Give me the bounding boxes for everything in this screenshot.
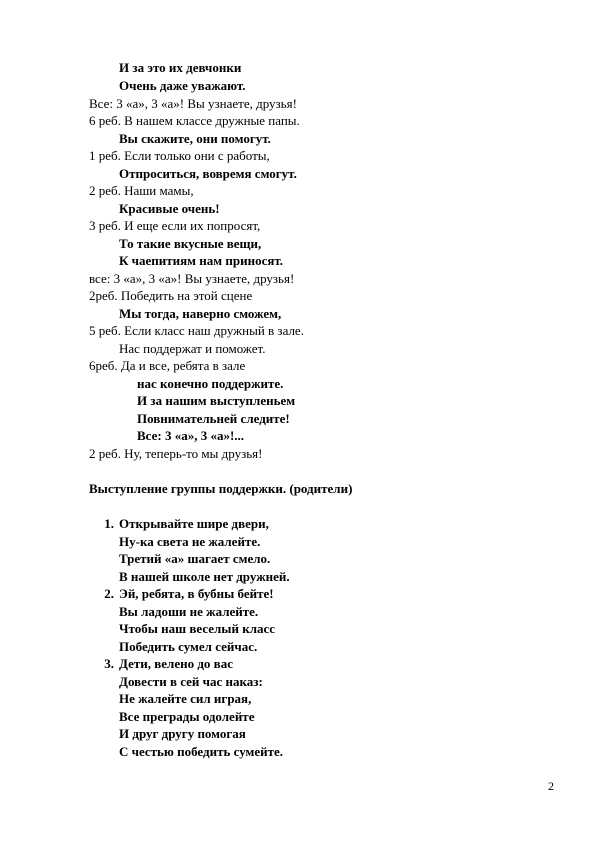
dialogue-line: Повнимательней следите!	[137, 411, 290, 426]
dialogue-line: 6 реб. В нашем классе дружные папы.	[89, 113, 300, 128]
dialogue-line: Красивые очень!	[119, 201, 220, 216]
verse-line: Вы ладоши не жалейте.	[119, 604, 259, 619]
dialogue-line: Вы скажите, они помогут.	[119, 131, 271, 146]
dialogue-line: И за это их девчонки	[119, 60, 242, 75]
dialogue-line: Мы тогда, наверно сможем,	[119, 306, 282, 321]
dialogue-line: 2 реб. Ну, теперь-то мы друзья!	[89, 446, 263, 461]
verse-number: 3.	[104, 656, 114, 671]
dialogue-line: Очень даже уважают.	[119, 78, 246, 93]
verse-line: Третий «а» шагает смело.	[119, 551, 271, 566]
dialogue-line: нас конечно поддержите.	[137, 376, 284, 391]
dialogue-line: Нас поддержат и поможет.	[119, 341, 266, 356]
verse-number: 2.	[104, 586, 114, 601]
dialogue-line: Все: 3 «а», 3 «а»! Вы узнаете, друзья!	[89, 96, 297, 111]
dialogue-line: все: 3 «а», 3 «а»! Вы узнаете, друзья!	[89, 271, 295, 286]
verse-line: Открывайте шире двери,	[119, 516, 269, 531]
dialogue-line: 2 реб. Наши мамы,	[89, 183, 194, 198]
dialogue-line: Отпроситься, вовремя смогут.	[119, 166, 297, 181]
verse-line: Довести в сей час наказ:	[119, 674, 263, 689]
verse-line: Ну-ка света не жалейте.	[119, 534, 261, 549]
dialogue-line: 1 реб. Если только они с работы,	[89, 148, 270, 163]
dialogue-line: 3 реб. И еще если их попросят,	[89, 218, 261, 233]
dialogue-line: 5 реб. Если класс наш дружный в зале.	[89, 323, 304, 338]
dialogue-line: И за нашим выступленьем	[137, 393, 296, 408]
section-heading: Выступление группы поддержки. (родители)	[89, 481, 353, 496]
verse-line: Чтобы наш веселый класс	[119, 621, 276, 636]
verse-line: В нашей школе нет дружней.	[119, 569, 290, 584]
dialogue-line: 6реб. Да и все, ребята в зале	[89, 358, 246, 373]
dialogue-line: То такие вкусные вещи,	[119, 236, 262, 251]
verse-number: 1.	[104, 516, 114, 531]
verse-line: Дети, велено до вас	[119, 656, 233, 671]
verse-line: Все преграды одолейте	[119, 709, 255, 724]
dialogue-line: К чаепитиям нам приносят.	[119, 253, 284, 268]
verse-line: Эй, ребята, в бубны бейте!	[119, 586, 274, 601]
verse-line: Победить сумел сейчас.	[119, 639, 258, 654]
verse-line: Не жалейте сил играя,	[119, 691, 252, 706]
dialogue-line: 2реб. Победить на этой сцене	[89, 288, 253, 303]
dialogue-line: Все: 3 «а», 3 «а»!...	[137, 428, 245, 443]
verse-line: И друг другу помогая	[119, 726, 246, 741]
page-number: 2	[548, 779, 554, 793]
verse-line: С честью победить сумейте.	[119, 744, 284, 759]
